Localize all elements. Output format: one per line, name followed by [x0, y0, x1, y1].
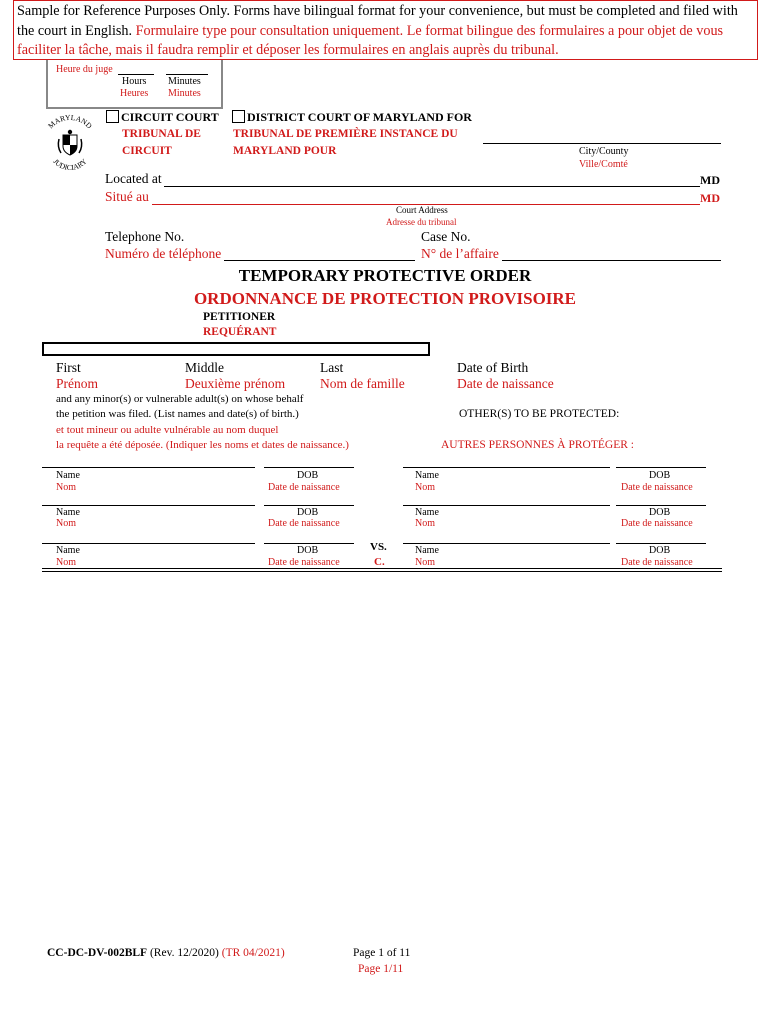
other-6-name-line[interactable]	[403, 543, 610, 544]
vs-label: VS.	[370, 541, 387, 553]
middle-name-label-fr: Deuxième prénom	[185, 376, 286, 391]
case-no-label-fr: N° de l’affaire	[421, 246, 499, 261]
other-2-dob-label: DOB	[297, 507, 319, 518]
other-5-name-line[interactable]	[403, 505, 610, 506]
city-county-label: City/County	[579, 146, 629, 157]
other-3-dob-line[interactable]	[264, 543, 354, 544]
other-6-dob-line[interactable]	[616, 543, 706, 544]
others-desc-line-2: the petition was filed. (List names and date(s) of birth.)	[56, 408, 299, 420]
minutes-line[interactable]	[166, 74, 208, 75]
other-5-dob-label: DOB	[649, 507, 671, 518]
form-title-fr: ORDONNANCE DE PROTECTION PROVISOIRE	[193, 289, 577, 308]
hours-label-fr: Heures	[120, 88, 149, 99]
others-desc-line-1-fr: et tout mineur ou adulte vulnérable au nom duquel	[56, 424, 279, 436]
seal-bottom-text: JUDICIARY	[51, 156, 89, 173]
first-name-label: First	[56, 360, 81, 375]
other-2-name-line[interactable]	[42, 505, 255, 506]
other-3-name-label-fr: Nom	[56, 557, 76, 568]
petitioner-name-input[interactable]	[42, 342, 430, 356]
petitioner-label-fr: REQUÉRANT	[203, 326, 277, 338]
other-2-name-label: Name	[56, 507, 80, 518]
other-4-name-label: Name	[415, 470, 439, 481]
other-3-dob-label-fr: Date de naissance	[268, 557, 340, 568]
section-divider-top	[42, 568, 722, 569]
case-no-line[interactable]	[502, 260, 721, 261]
seal-top-text: MARYLAND	[46, 112, 94, 131]
form-rev: (Rev. 12/2020)	[149, 947, 219, 959]
court-address-label: Court Address	[396, 205, 448, 215]
located-at-label: Located at	[105, 171, 162, 186]
svg-text:JUDICIARY	[51, 156, 89, 172]
petitioner-label: PETITIONER	[203, 311, 276, 323]
other-2-name-label-fr: Nom	[56, 518, 76, 529]
minutes-label-fr: Minutes	[168, 88, 201, 99]
circuit-court-label: CIRCUIT COURT	[121, 110, 219, 124]
other-4-name-line[interactable]	[403, 467, 610, 468]
others-heading-fr: AUTRES PERSONNES À PROTÉGER :	[441, 439, 634, 451]
form-footer-id	[47, 947, 285, 959]
other-1-dob-label: DOB	[297, 470, 319, 481]
other-5-name-label: Name	[415, 507, 439, 518]
district-court-label-fr-2: MARYLAND POUR	[233, 145, 337, 157]
other-1-name-label: Name	[56, 470, 80, 481]
case-no-label: Case No.	[421, 229, 471, 244]
svg-text:MARYLAND	[46, 113, 94, 131]
other-1-name-line[interactable]	[42, 467, 255, 468]
other-4-dob-label-fr: Date de naissance	[621, 482, 693, 493]
last-name-label: Last	[320, 360, 344, 375]
district-court-label: DISTRICT COURT OF MARYLAND FOR	[247, 110, 472, 124]
court-address-line[interactable]	[164, 186, 700, 187]
other-5-name-label-fr: Nom	[415, 518, 435, 529]
other-2-dob-label-fr: Date de naissance	[268, 518, 340, 529]
other-6-dob-label-fr: Date de naissance	[621, 557, 693, 568]
reference-notice	[13, 0, 758, 60]
others-heading: OTHER(S) TO BE PROTECTED:	[459, 408, 620, 420]
page-number-fr: Page 1/11	[358, 963, 404, 975]
other-4-name-label-fr: Nom	[415, 482, 435, 493]
other-1-dob-label-fr: Date de naissance	[268, 482, 340, 493]
page-number: Page 1 of 11	[353, 947, 411, 959]
telephone-label: Telephone No.	[105, 229, 185, 244]
other-3-name-line[interactable]	[42, 543, 255, 544]
district-court-checkbox[interactable]	[232, 110, 245, 123]
circuit-court-checkbox[interactable]	[106, 110, 119, 123]
city-county-line[interactable]	[483, 143, 721, 144]
other-6-name-label: Name	[415, 545, 439, 556]
other-5-dob-label-fr: Date de naissance	[621, 518, 693, 529]
hours-line[interactable]	[118, 74, 154, 75]
md-label-2: MD	[700, 191, 720, 205]
telephone-line[interactable]	[224, 260, 415, 261]
first-name-label-fr: Prénom	[56, 376, 98, 391]
form-tr: (TR 04/2021)	[221, 947, 285, 959]
other-3-name-label: Name	[56, 545, 80, 556]
vs-label-fr: C.	[374, 556, 385, 568]
located-at-label-fr: Situé au	[105, 189, 149, 204]
dob-label: Date of Birth	[457, 360, 529, 375]
notice-english: Sample for Reference Purposes Only. Forms have bilingual format for your convenience, but must be completed and filed with the court in English.	[17, 3, 738, 39]
last-name-label-fr: Nom de famille	[320, 376, 405, 391]
minutes-label: Minutes	[168, 76, 201, 87]
form-title: TEMPORARY PROTECTIVE ORDER	[238, 266, 532, 285]
city-county-label-fr: Ville/Comté	[579, 159, 628, 170]
others-desc-line-1: and any minor(s) or vulnerable adult(s) on whose behalf	[56, 393, 304, 405]
others-desc-line-2-fr: la requête a été déposée. (Indiquer les noms et dates de naissance.)	[56, 439, 349, 451]
form-id: CC-DC-DV-002BLF	[47, 947, 148, 959]
district-court-label-fr-1: TRIBUNAL DE PREMIÈRE INSTANCE DU	[233, 128, 458, 140]
other-1-dob-line[interactable]	[264, 467, 354, 468]
other-5-dob-line[interactable]	[616, 505, 706, 506]
middle-name-label: Middle	[185, 360, 224, 375]
other-3-dob-label: DOB	[297, 545, 319, 556]
other-4-dob-line[interactable]	[616, 467, 706, 468]
telephone-label-fr: Numéro de téléphone	[105, 246, 222, 261]
other-1-name-label-fr: Nom	[56, 482, 76, 493]
other-2-dob-line[interactable]	[264, 505, 354, 506]
dob-label-fr: Date de naissance	[457, 376, 554, 391]
circuit-court-label-fr-2: CIRCUIT	[122, 145, 172, 157]
court-address-label-fr: Adresse du tribunal	[386, 217, 457, 227]
section-divider-bottom	[42, 571, 722, 572]
md-label-1: MD	[700, 173, 720, 187]
hours-label: Hours	[122, 76, 147, 87]
circuit-court-label-fr-1: TRIBUNAL DE	[122, 128, 201, 140]
judge-time-label-fr: Heure du juge	[56, 64, 113, 75]
other-4-dob-label: DOB	[649, 470, 671, 481]
other-6-name-label-fr: Nom	[415, 557, 435, 568]
other-6-dob-label: DOB	[649, 545, 671, 556]
maryland-judiciary-seal	[38, 110, 102, 174]
notice-french: Formulaire type pour consultation uniquement. Le format bilingue des formulaires a pour objet de vous faciliter la tâche, mais il faudra remplir et déposer les formulaires en anglais auprès du tribunal.	[17, 22, 724, 58]
